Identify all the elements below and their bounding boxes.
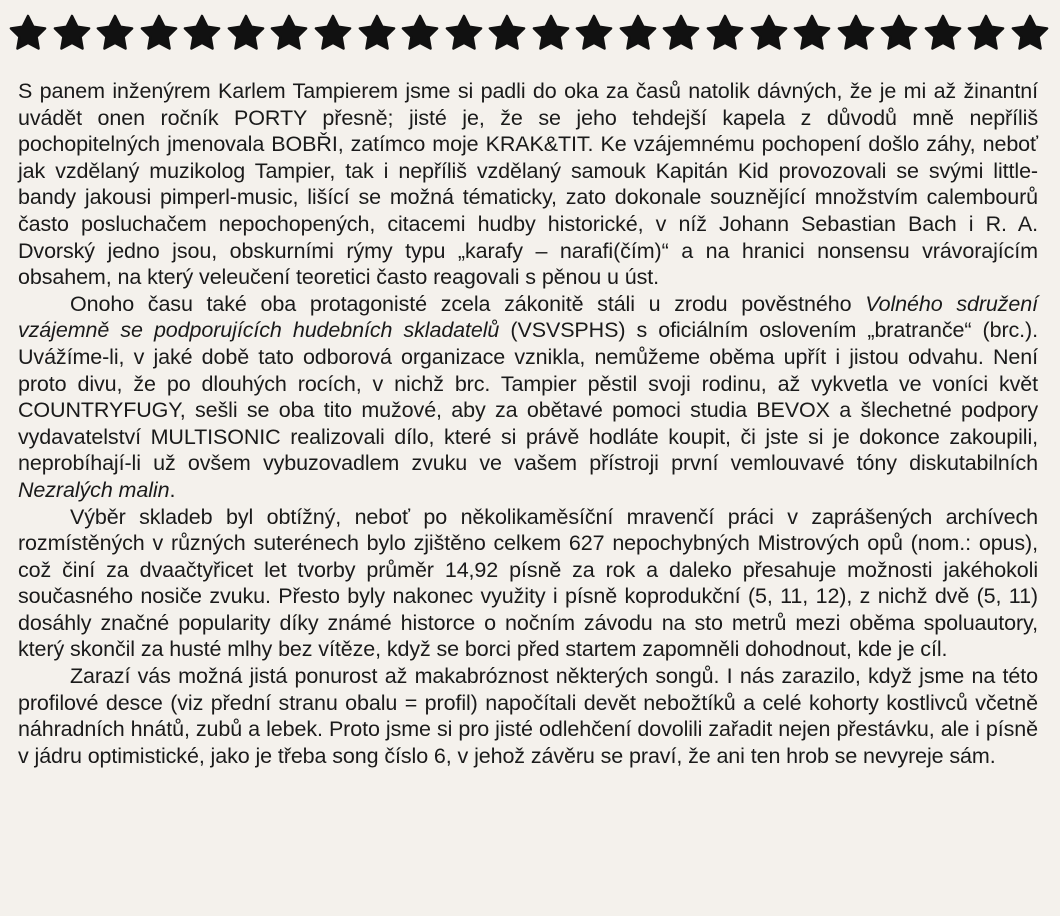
star-icon [445,14,483,52]
star-icon [619,14,657,52]
star-icon [793,14,831,52]
star-icon [9,14,47,52]
association-name: Volného sdružení vzájemně se podporujících hudebních skladatelů [18,291,1038,343]
star-icon [1011,14,1049,52]
paragraph-1 [18,78,1038,291]
star-icon [488,14,526,52]
paragraph-4-text: Zarazí vás možná jistá ponurost až makabróznost některých songů. I nás zarazilo, když jsme na této profilové desce (viz přední stranu obalu = profil) napočítali devět nebožtíků a celé kohorty kostlivců včetně náhradních hnátů, zubů a lebek. Proto jsme si pro jisté odlehčení dovolili zařadit nejen přestávku, ale i písně v jádru optimistické, jako je třeba song číslo 6, v jehož závěru se praví, že ani ten hrob se nevyreje sám. [18,664,1038,768]
star-icon [270,14,308,52]
star-icon [401,14,439,52]
star-icon [662,14,700,52]
star-icon [96,14,134,52]
star-icon [706,14,744,52]
star-icon [924,14,962,52]
paragraph-3 [18,504,1038,664]
star-border [0,0,1060,60]
paragraph-2-text-c: . [169,477,176,502]
star-icon [53,14,91,52]
star-icon [140,14,178,52]
paragraph-2-text-a: Onoho času také oba protagonisté zcela zákonitě stáli u zrodu pověstného [70,291,866,316]
star-icon [880,14,918,52]
star-icon [314,14,352,52]
paragraph-3-text: Výběr skladeb byl obtížný, neboť po několikaměsíční mravenčí práci v zaprášených archívech rozmístěných v různých suterénech bylo zjištěno celkem 627 nepochybných Mistrových opů (nom.: opus), což činí za dvaačtyřicet let tvorby průměr 14,92 písně za rok a daleko přesahuje možnosti jakéhokoli současného nosiče zvuku. Přesto byly nakonec využity i písně koprodukční (5, 11, 12), z nichž dvě (5, 11) dosáhly značné popularity díky známé historce o nočním závodu na sto metrů mezi oběma spoluautory, který skončil za husté mlhy bez vítěze, když se borci před startem zapomněli dohodnout, kde je cíl. [18,504,1038,662]
article-body [18,78,1038,769]
star-icon [750,14,788,52]
star-icon [358,14,396,52]
paragraph-4 [18,663,1038,769]
paragraph-2-text-b: (VSVSPHS) s oficiálním oslovením „bratranče“ (brc.). Uvážíme-li, v jaké době tato odborová organizace vznikla, nemůžeme oběma upřít i jistou odvahu. Není proto divu, že po dlouhých rocích, v nichž brc. Tampier pěstil svoji rodinu, až vykvetla ve voníci květ COUNTRYFUGY, sešli se oba tito mužové, aby za obětavé pomoci studia BEVOX a šlechetné podpory vydavatelství MULTISONIC realizovali dílo, které si právě hodláte koupit, či jste si je dokonce zakoupili, neprobíhají-li už ovšem vybuzovadlem zvuku ve vašem přístroji první vemlouvavé tóny diskutabilních [18,318,1038,476]
star-icon [575,14,613,52]
paragraph-1-text: S panem inženýrem Karlem Tampierem jsme si padli do oka za časů natolik dávných, že je mi až žinantní uvádět onen ročník PORTY přesně; jisté je, že se jeho tehdejší kapela z důvodů mně nepříliš pochopitelných jmenovala BOBŘI, zatímco moje KRAK&TIT. Ke vzájemnému pochopení došlo záhy, neboť jak vzdělaný muzikolog Tampier, tak i nepříliš vzdělaný samouk Kapitán Kid provozovali se svými little-bandy jakousi pimperl-music, lišící se možná tématicky, zato dokonale souznějící množstvím calembourů často posluchačem nepochopených, citacemi hudby historické, v níž Johann Sebastian Bach i R. A. Dvorský jedno jsou, obskurními rýmy typu „karafy – narafi(čím)“ a na hranici nonsensu vrávorajícím obsahem, na který veleučení teoretici často reagovali s pěnou u úst. [18,79,1038,290]
star-icon [967,14,1005,52]
star-icon [227,14,265,52]
star-icon [532,14,570,52]
paragraph-2 [18,291,1038,504]
star-icon [837,14,875,52]
star-icon [183,14,221,52]
album-title: Nezralých malin [18,477,170,502]
